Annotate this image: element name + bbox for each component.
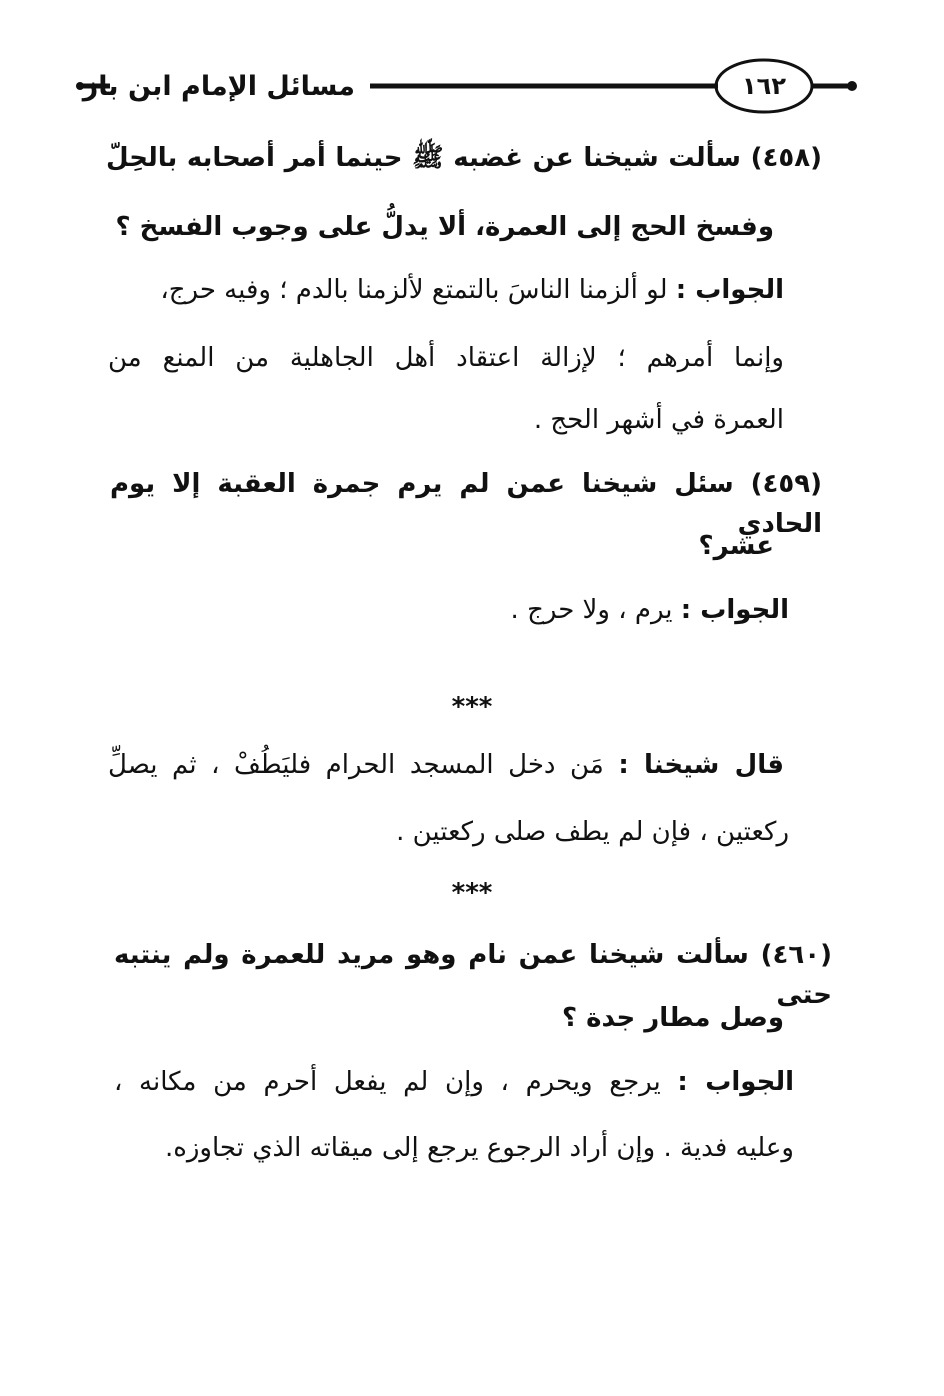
question-459-line-2: عشر؟	[698, 531, 774, 561]
answer-460-line-2: وعليه فدية . وإن أراد الرجوع يرجع إلى ميقاته الذي تجاوزه.	[164, 1133, 794, 1163]
answer-label: الجواب :	[677, 1067, 794, 1097]
page-header	[70, 52, 860, 122]
question-460-line-2: وصل مطار جدة ؟	[562, 1003, 784, 1033]
saying-line-2: ركعتين ، فإن لم يطف صلى ركعتين .	[396, 817, 789, 847]
book-title: مسائل الإمام ابن باز	[82, 71, 355, 102]
question-text: سئل شيخنا عمن لم يرم جمرة العقبة إلا يوم الحادي	[110, 469, 822, 539]
question-458-line-1	[106, 138, 822, 178]
answer-458-line-2: وإنما أمرهم ؛ لإزالة اعتقاد أهل الجاهلية من المنع من	[108, 343, 784, 373]
question-number: (٤٥٨)	[750, 143, 822, 173]
answer-text: يرم ، ولا حرج .	[510, 595, 673, 625]
answer-459	[511, 590, 789, 630]
answer-label: الجواب :	[675, 275, 784, 305]
answer-460-line-1	[114, 1062, 794, 1102]
saying-label: قال شيخنا :	[618, 750, 785, 780]
answer-label: الجواب :	[680, 595, 789, 625]
answer-458-line-1	[160, 270, 784, 310]
question-number: (٤٦٠)	[760, 940, 832, 970]
answer-458-line-3: العمرة في أشهر الحج .	[533, 405, 784, 435]
question-text: سألت شيخنا عن غضبه ﷺ حينما أمر أصحابه بالحِلّ	[106, 143, 741, 173]
answer-text: لو ألزمنا الناسَ بالتمتع لألزمنا بالدم ؛ وفيه حرج،	[160, 275, 668, 305]
question-458-line-2: وفسخ الحج إلى العمرة، ألا يدلُّ على وجوب الفسخ ؟	[115, 212, 774, 242]
answer-text: يرجع ويحرم ، وإن لم يفعل أحرم من مكانه ،	[114, 1067, 661, 1097]
saying-line-1	[108, 745, 784, 785]
page-number: ١٦٢	[742, 72, 786, 100]
question-text: سألت شيخنا عمن نام وهو مريد للعمرة ولم ينتبه حتى	[114, 940, 832, 1010]
saying-text: مَن دخل المسجد الحرام فليَطُفْ ، ثم يصلِّ	[108, 750, 604, 780]
question-number: (٤٥٩)	[750, 469, 822, 499]
section-separator: ***	[451, 692, 493, 722]
section-separator: ***	[451, 878, 493, 908]
